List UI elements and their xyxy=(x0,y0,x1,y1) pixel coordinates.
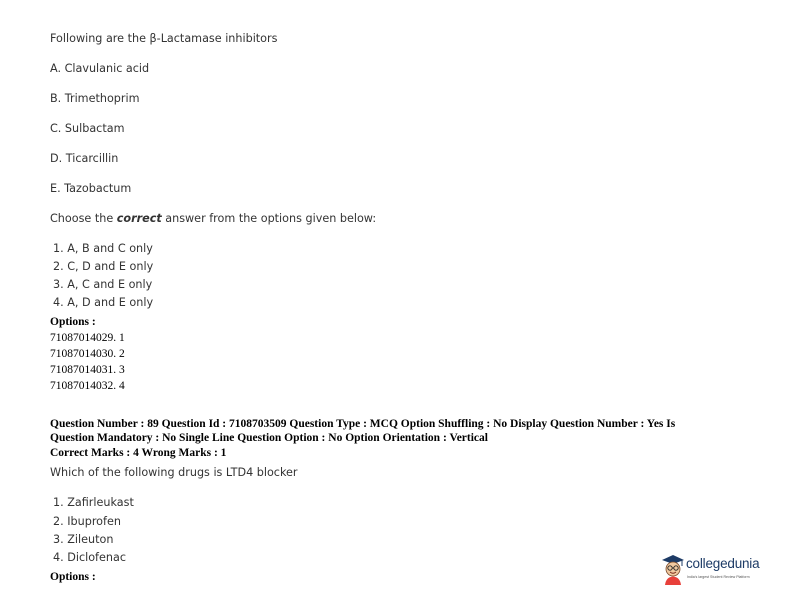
question-stem: Following are the β-Lactamase inhibitors xyxy=(50,32,278,45)
student-mascot-icon xyxy=(660,552,686,586)
option-id-4: 71087014032. 4 xyxy=(50,380,125,392)
choose-post: answer from the options given below: xyxy=(161,212,377,225)
choice-1: 1. A, B and C only xyxy=(53,242,153,255)
choice-89-1: 1. Zafirleukast xyxy=(53,496,134,509)
brand-tagline: India's largest Student Review Platform xyxy=(687,575,750,579)
statement-b: B. Trimethoprim xyxy=(50,92,140,105)
choice-89-4: 4. Diclofenac xyxy=(53,551,126,564)
statement-c: C. Sulbactam xyxy=(50,122,125,135)
marks-line: Correct Marks : 4 Wrong Marks : 1 xyxy=(50,447,227,459)
choice-4: 4. A, D and E only xyxy=(53,296,154,309)
choose-pre: Choose the xyxy=(50,212,117,225)
statement-a: A. Clavulanic acid xyxy=(50,62,150,75)
choose-instruction xyxy=(50,212,376,226)
collegedunia-logo xyxy=(660,552,770,588)
statement-e: E. Tazobactum xyxy=(50,182,132,195)
choice-89-2: 2. Ibuprofen xyxy=(53,515,121,528)
question-stem-89: Which of the following drugs is LTD4 blocker xyxy=(50,466,298,479)
options-label: Options : xyxy=(50,316,96,328)
question-meta-line-1: Question Number : 89 Question Id : 7108703509 Question Type : MCQ Option Shuffling : No Display Question Number : Yes Is xyxy=(50,418,676,430)
brand-name: collegedunia xyxy=(686,556,760,571)
question-meta-line-2: Question Mandatory : No Single Line Question Option : No Option Orientation : Vertical xyxy=(50,432,488,444)
choice-2: 2. C, D and E only xyxy=(53,260,154,273)
choice-3: 3. A, C and E only xyxy=(53,278,153,291)
statement-d: D. Ticarcillin xyxy=(50,152,119,165)
option-id-2: 71087014030. 2 xyxy=(50,348,125,360)
option-id-3: 71087014031. 3 xyxy=(50,364,125,376)
choose-emphasis: correct xyxy=(116,212,162,225)
options-label-89: Options : xyxy=(50,571,96,583)
option-id-1: 71087014029. 1 xyxy=(50,332,125,344)
choice-89-3: 3. Zileuton xyxy=(53,533,114,546)
